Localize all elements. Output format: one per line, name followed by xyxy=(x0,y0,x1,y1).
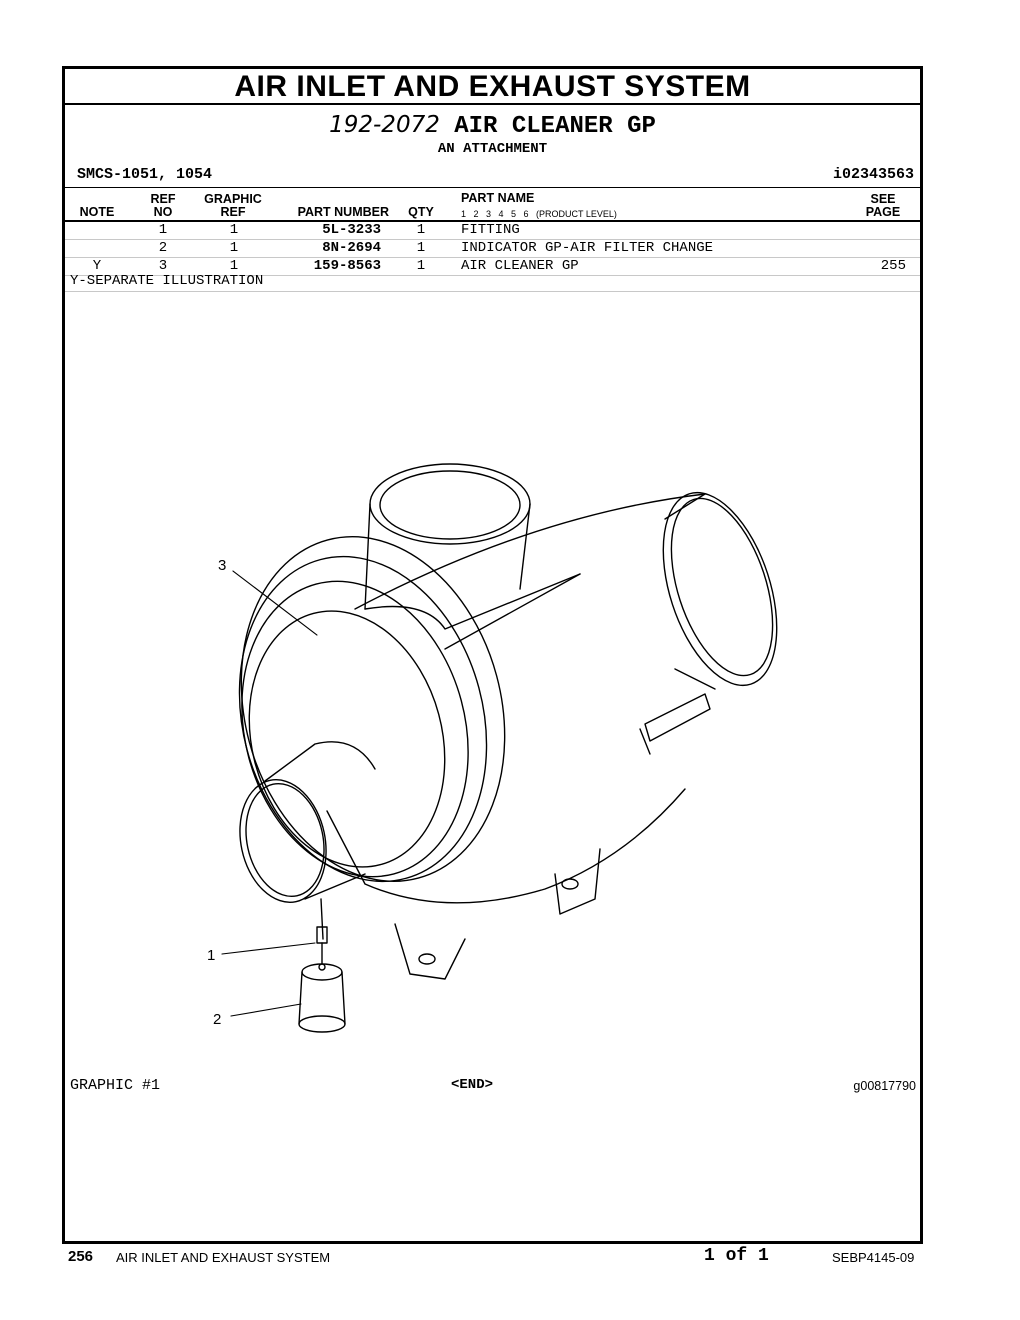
cell-qty: 1 xyxy=(416,258,426,274)
cell-graphic-ref: 1 xyxy=(229,240,239,256)
callout-1: 1 xyxy=(207,947,216,964)
leader-line-3 xyxy=(233,571,317,635)
footnote: Y-SEPARATE ILLUSTRATION xyxy=(70,273,264,289)
cell-part-number: 159-8563 xyxy=(313,258,381,274)
col-header-see-top: SEE xyxy=(870,192,896,206)
cell-part-number: 5L-3233 xyxy=(322,222,381,238)
footer-page-number: 256 xyxy=(68,1248,94,1265)
smcs-code: SMCS-1051, 1054 xyxy=(77,166,213,183)
cell-qty: 1 xyxy=(416,222,426,238)
cell-see-page: 255 xyxy=(880,258,906,274)
cell-note: Y xyxy=(92,258,102,274)
cell-qty: 1 xyxy=(416,240,426,256)
col-header-qty: QTY xyxy=(408,205,434,219)
cell-graphic-ref: 1 xyxy=(229,258,239,274)
graphic-id: g00817790 xyxy=(853,1079,916,1093)
canister-body xyxy=(327,478,798,902)
group-part-number: 192-2072 xyxy=(329,112,440,138)
cell-ref: 1 xyxy=(158,222,168,238)
page-title: AIR INLET AND EXHAUST SYSTEM xyxy=(65,69,920,105)
leader-line-1 xyxy=(222,943,315,954)
air-cleaner-illustration xyxy=(65,69,920,1241)
leader-line-2 xyxy=(231,1004,301,1016)
col-header-graphic-bottom: REF xyxy=(220,205,246,219)
col-header-note: NOTE xyxy=(79,205,115,219)
footer-page-count: 1 of 1 xyxy=(704,1246,769,1266)
cell-part-name: AIR CLEANER GP xyxy=(461,258,579,274)
cell-part-name: INDICATOR GP-AIR FILTER CHANGE xyxy=(461,240,714,256)
top-inlet-tube xyxy=(365,464,580,649)
cell-part-name: FITTING xyxy=(461,222,520,238)
graphic-label: GRAPHIC #1 xyxy=(70,1077,161,1094)
col-header-part-name: PART NAME xyxy=(461,191,535,205)
cell-ref: 2 xyxy=(158,240,168,256)
mounting-feet xyxy=(395,849,600,979)
front-cover xyxy=(204,507,542,911)
cell-ref: 3 xyxy=(158,258,168,274)
col-header-ref-top: REF xyxy=(150,192,176,206)
col-header-ref-bottom: NO xyxy=(153,205,173,219)
col-header-see-bottom: PAGE xyxy=(865,205,901,219)
strap-clamp xyxy=(640,694,710,754)
page-frame xyxy=(62,66,923,1244)
end-marker: <END> xyxy=(451,1077,494,1093)
footer-document-number: SEBP4145-09 xyxy=(832,1250,915,1265)
col-header-graphic-top: GRAPHIC xyxy=(204,192,262,206)
col-header-product-levels: 1 2 3 4 5 6 (PRODUCT LEVEL) xyxy=(461,209,617,219)
col-header-part-number: PART NUMBER xyxy=(297,205,389,219)
callout-2: 2 xyxy=(213,1011,222,1028)
footer-section: AIR INLET AND EXHAUST SYSTEM xyxy=(116,1250,331,1265)
callout-3: 3 xyxy=(218,557,227,574)
fitting-part xyxy=(317,899,327,964)
cell-graphic-ref: 1 xyxy=(229,222,239,238)
group-name: AIR CLEANER GP xyxy=(454,113,656,140)
document-identifier: i02343563 xyxy=(832,166,914,183)
indicator-part xyxy=(299,964,345,1032)
group-subtitle: AN ATTACHMENT xyxy=(437,141,548,157)
cell-part-number: 8N-2694 xyxy=(322,240,381,256)
